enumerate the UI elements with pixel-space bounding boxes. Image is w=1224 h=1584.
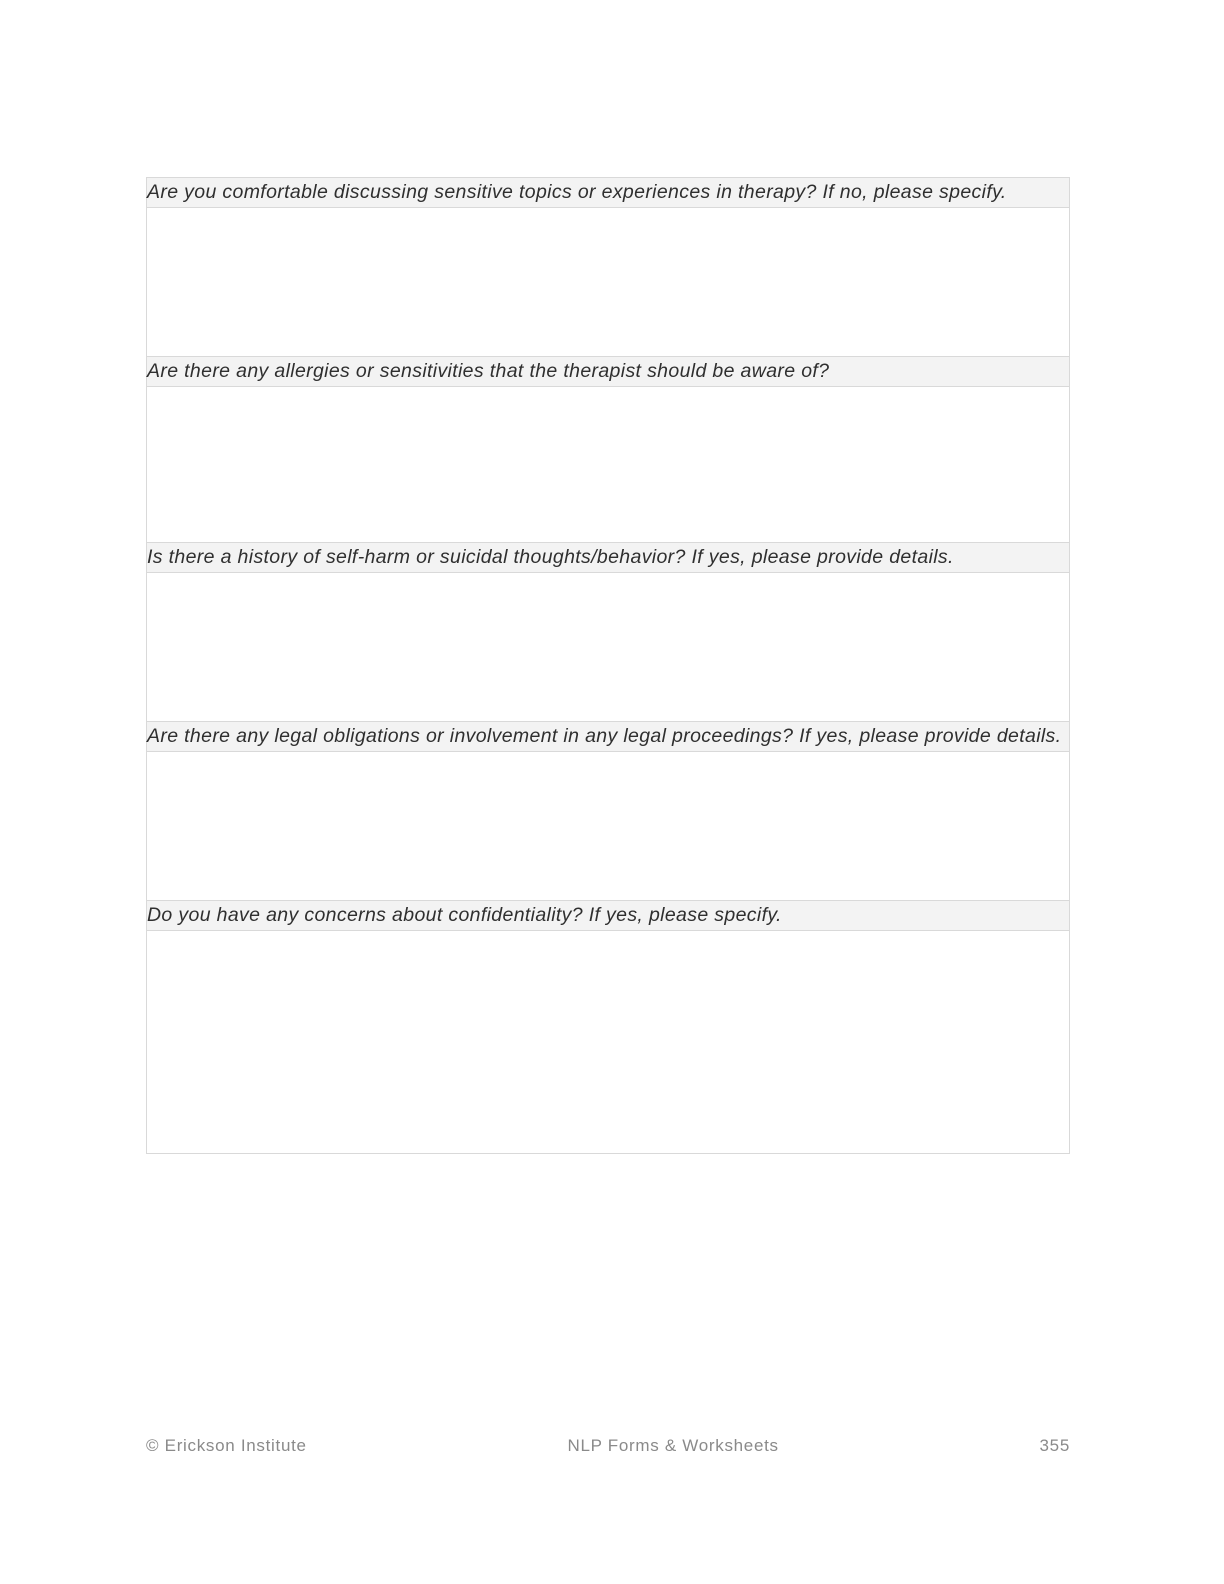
table-row <box>147 901 1070 931</box>
answer-cell-2[interactable] <box>147 387 1070 543</box>
answer-field-3[interactable] <box>147 573 1069 721</box>
question-label-4: Are there any legal obligations or involvement in any legal proceedings? If yes, please provide details. <box>147 725 1062 747</box>
answer-cell-5[interactable] <box>147 931 1070 1154</box>
answer-field-2[interactable] <box>147 387 1069 542</box>
question-cell-1 <box>147 178 1070 208</box>
footer-page-number: 355 <box>1039 1436 1070 1455</box>
question-label-1: Are you comfortable discussing sensitive topics or experiences in therapy? If no, please specify. <box>147 181 1007 203</box>
question-cell-5 <box>147 901 1070 931</box>
footer-copyright: © Erickson Institute <box>146 1436 307 1455</box>
question-label-3: Is there a history of self-harm or suicidal thoughts/behavior? If yes, please provide details. <box>147 546 954 568</box>
answer-cell-4[interactable] <box>147 752 1070 901</box>
table-row <box>147 178 1070 208</box>
footer-inner <box>146 1436 1070 1456</box>
answer-field-4[interactable] <box>147 752 1069 900</box>
footer-title: NLP Forms & Worksheets <box>567 1436 779 1455</box>
table-row <box>147 573 1070 722</box>
intake-questions-table <box>146 177 1070 1154</box>
question-cell-2 <box>147 357 1070 387</box>
question-cell-3 <box>147 543 1070 573</box>
table-row <box>147 543 1070 573</box>
table-row <box>147 357 1070 387</box>
question-label-5: Do you have any concerns about confidentiality? If yes, please specify. <box>147 904 782 926</box>
table-body <box>147 178 1070 1154</box>
table-row <box>147 752 1070 901</box>
page-footer <box>146 1436 1070 1462</box>
table-row <box>147 722 1070 752</box>
question-cell-4 <box>147 722 1070 752</box>
answer-cell-3[interactable] <box>147 573 1070 722</box>
question-label-2: Are there any allergies or sensitivities that the therapist should be aware of? <box>147 360 830 382</box>
table-row <box>147 387 1070 543</box>
table-row <box>147 931 1070 1154</box>
table-row <box>147 208 1070 357</box>
answer-cell-1[interactable] <box>147 208 1070 357</box>
answer-field-5[interactable] <box>147 931 1069 1153</box>
answer-field-1[interactable] <box>147 208 1069 356</box>
